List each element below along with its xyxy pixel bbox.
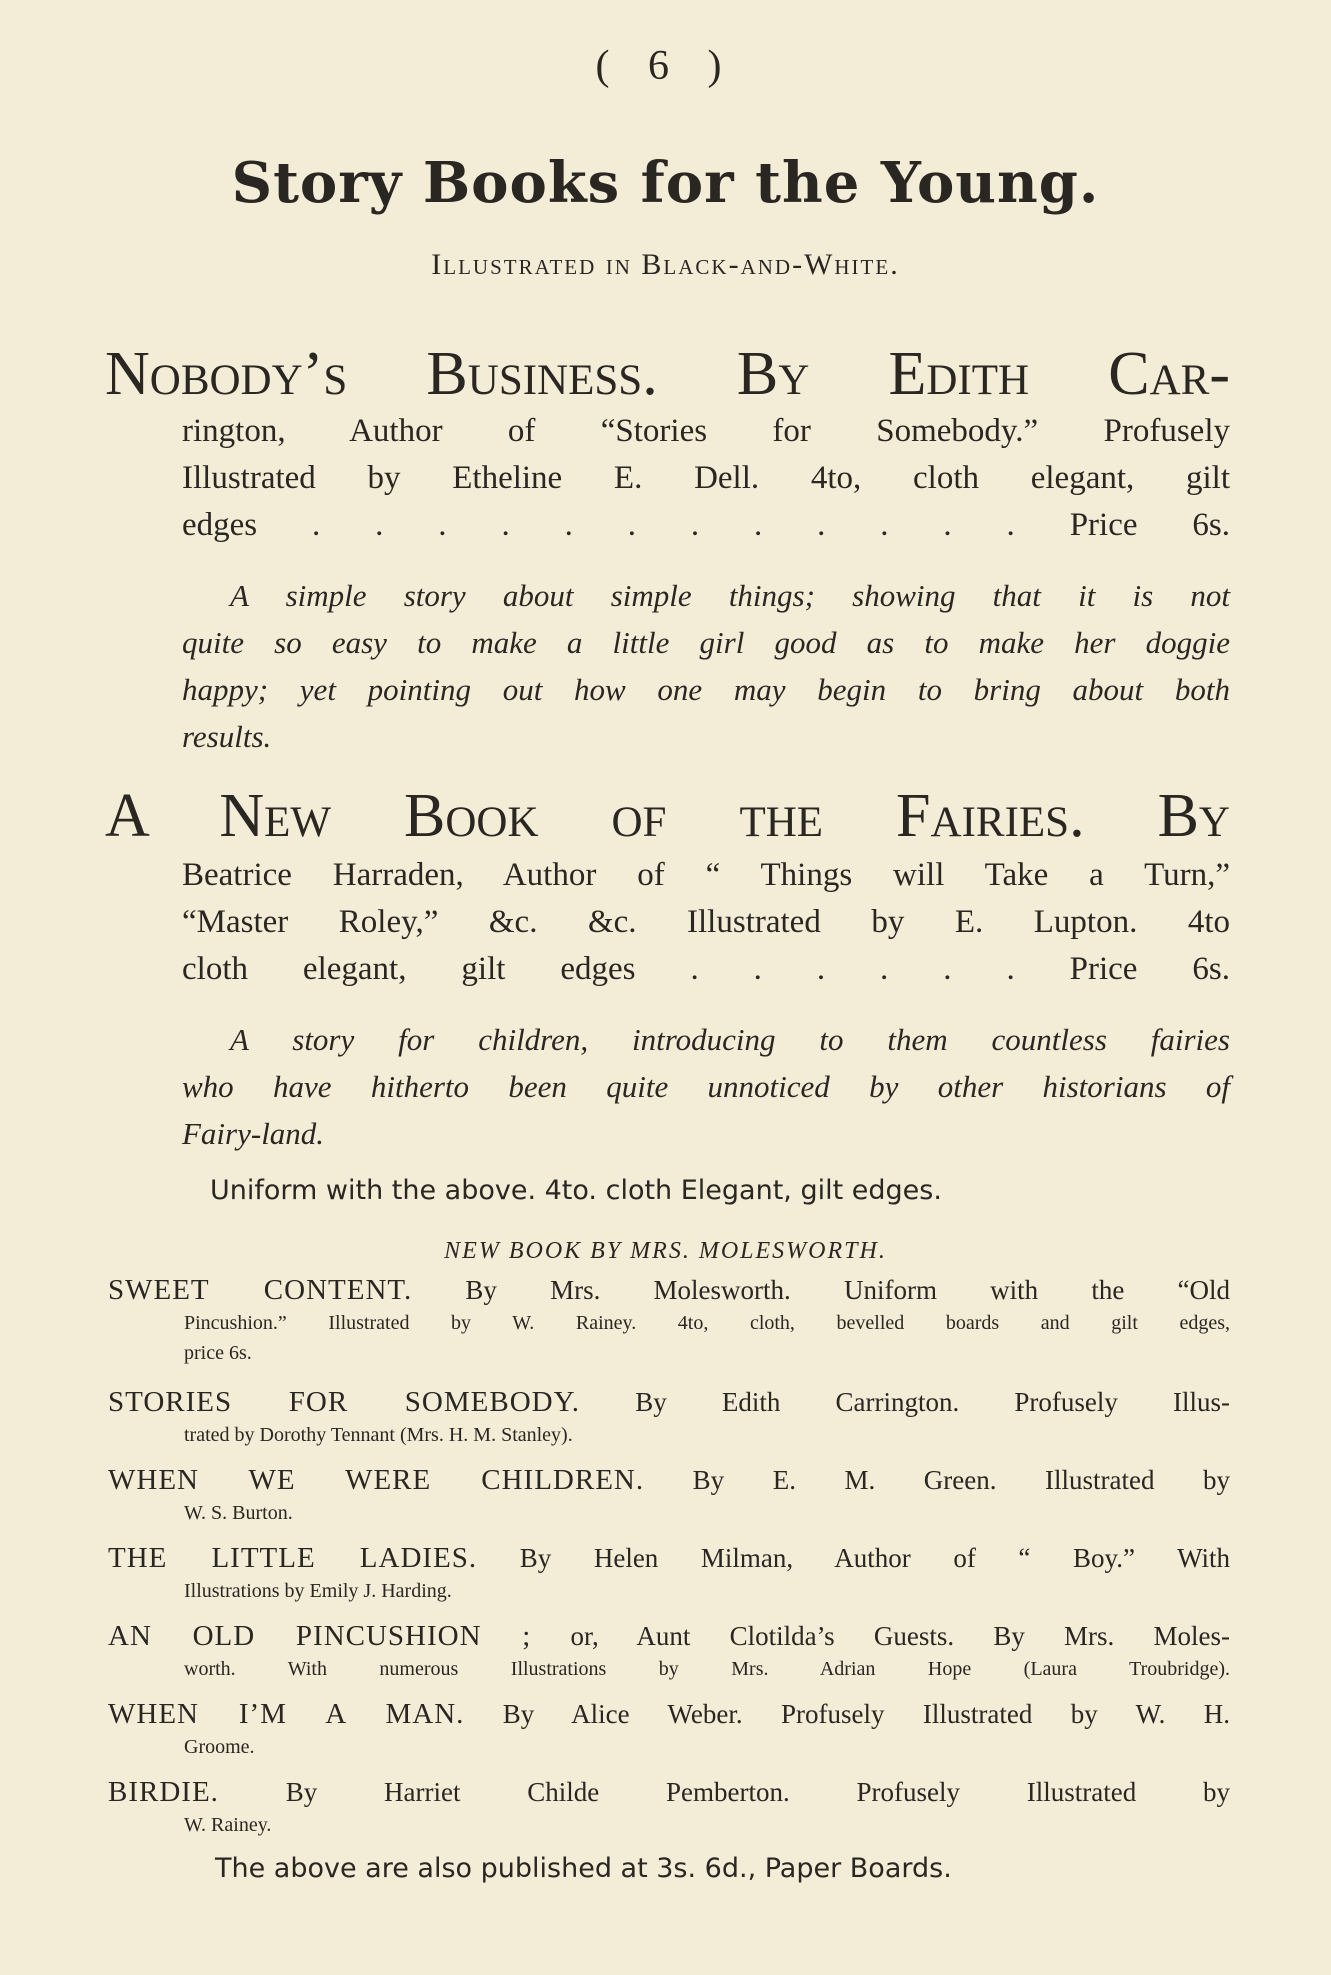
list-item — [108, 1272, 1230, 1368]
description-line: quite so easy to make a little girl good as to make her doggie — [182, 625, 1230, 660]
entry-detail-line: cloth elegant, gilt edges . . . . . . Price 6s. — [182, 951, 1230, 987]
entry-detail-line: rington, Author of “Stories for Somebody.” Profusely — [182, 413, 1230, 449]
book-title: SWEET CONTENT. — [108, 1274, 413, 1306]
list-item — [108, 1696, 1230, 1762]
entry-detail-line: Beatrice Harraden, Author of “ Things will Take a Turn,” — [182, 857, 1230, 893]
book-details: W. Rainey. — [184, 1814, 272, 1836]
book-byline: By Helen Milman, Author of “ Boy.” With — [519, 1543, 1230, 1573]
book-price: price 6s. — [184, 1342, 252, 1364]
entry-heading: A New Book of the Fairies. By — [105, 782, 1230, 850]
book-byline: By Harriet Childe Pemberton. Profusely Illustrated by — [285, 1777, 1231, 1807]
book-byline: By Mrs. Molesworth. Uniform with the “Old — [465, 1275, 1230, 1305]
entry-details — [182, 852, 1230, 993]
book-title: WHEN I’M A MAN. — [108, 1698, 465, 1730]
book-details: Illustrations by Emily J. Harding. — [184, 1580, 452, 1602]
book-details: trated by Dorothy Tennant (Mrs. H. M. Stanley). — [184, 1424, 573, 1446]
book-details: worth. With numerous Illustrations by Mrs. Adrian Hope (Laura Troubridge). — [184, 1658, 1230, 1680]
page-number: ( 6 ) — [595, 43, 736, 89]
book-title: STORIES FOR SOMEBODY. — [108, 1386, 581, 1418]
book-byline: By E. M. Green. Illustrated by — [692, 1465, 1231, 1495]
uniform-note: Uniform with the above. 4to. cloth Elegant, gilt edges. — [210, 1175, 942, 1206]
description-line: Fairy-land. — [182, 1116, 325, 1151]
entry-details — [182, 408, 1230, 549]
page-title: Story Books for the Young. — [231, 150, 1100, 216]
entry-description — [182, 572, 1230, 760]
entry-description — [182, 1016, 1230, 1157]
list-item — [108, 1618, 1230, 1684]
page-subtitle: Illustrated in Black-and-White. — [431, 248, 900, 281]
book-details: Pincushion.” Illustrated by W. Rainey. 4to, cloth, bevelled boards and gilt edges, — [184, 1312, 1230, 1334]
entry-detail-line: edges . . . . . . . . . . . . Price 6s. — [182, 507, 1230, 543]
book-title: AN OLD PINCUSHION ; — [108, 1620, 532, 1652]
entry-detail-line: Illustrated by Etheline E. Dell. 4to, cloth elegant, gilt — [182, 460, 1230, 496]
description-line: results. — [182, 719, 272, 754]
list-item — [108, 1384, 1230, 1450]
book-byline: By Edith Carrington. Profusely Illus- — [635, 1387, 1231, 1417]
new-book-heading: NEW BOOK BY MRS. MOLESWORTH. — [444, 1238, 887, 1264]
description-line: happy; yet pointing out how one may begin to bring about both — [182, 672, 1230, 707]
description-line: who have hitherto been quite unnoticed by other historians of — [182, 1069, 1230, 1104]
description-line: A story for children, introducing to them countless fairies — [230, 1022, 1230, 1057]
list-item — [108, 1462, 1230, 1528]
description-line: A simple story about simple things; showing that it is not — [230, 578, 1230, 613]
book-details: W. S. Burton. — [184, 1502, 293, 1524]
entry-heading: Nobody’s Business. By Edith Car- — [105, 340, 1230, 408]
list-item — [108, 1540, 1230, 1606]
book-title: BIRDIE. — [108, 1776, 219, 1808]
book-byline: or, Aunt Clotilda’s Guests. By Mrs. Moles- — [570, 1621, 1231, 1651]
entry-detail-line: “Master Roley,” &c. &c. Illustrated by E. Lupton. 4to — [182, 904, 1230, 940]
book-details: Groome. — [184, 1736, 255, 1758]
list-item — [108, 1774, 1230, 1840]
book-title: WHEN WE WERE CHILDREN. — [108, 1464, 645, 1496]
book-title: THE LITTLE LADIES. — [108, 1542, 478, 1574]
footer-note: The above are also published at 3s. 6d., Paper Boards. — [215, 1853, 952, 1884]
book-byline: By Alice Weber. Profusely Illustrated by W. H. — [502, 1699, 1230, 1729]
